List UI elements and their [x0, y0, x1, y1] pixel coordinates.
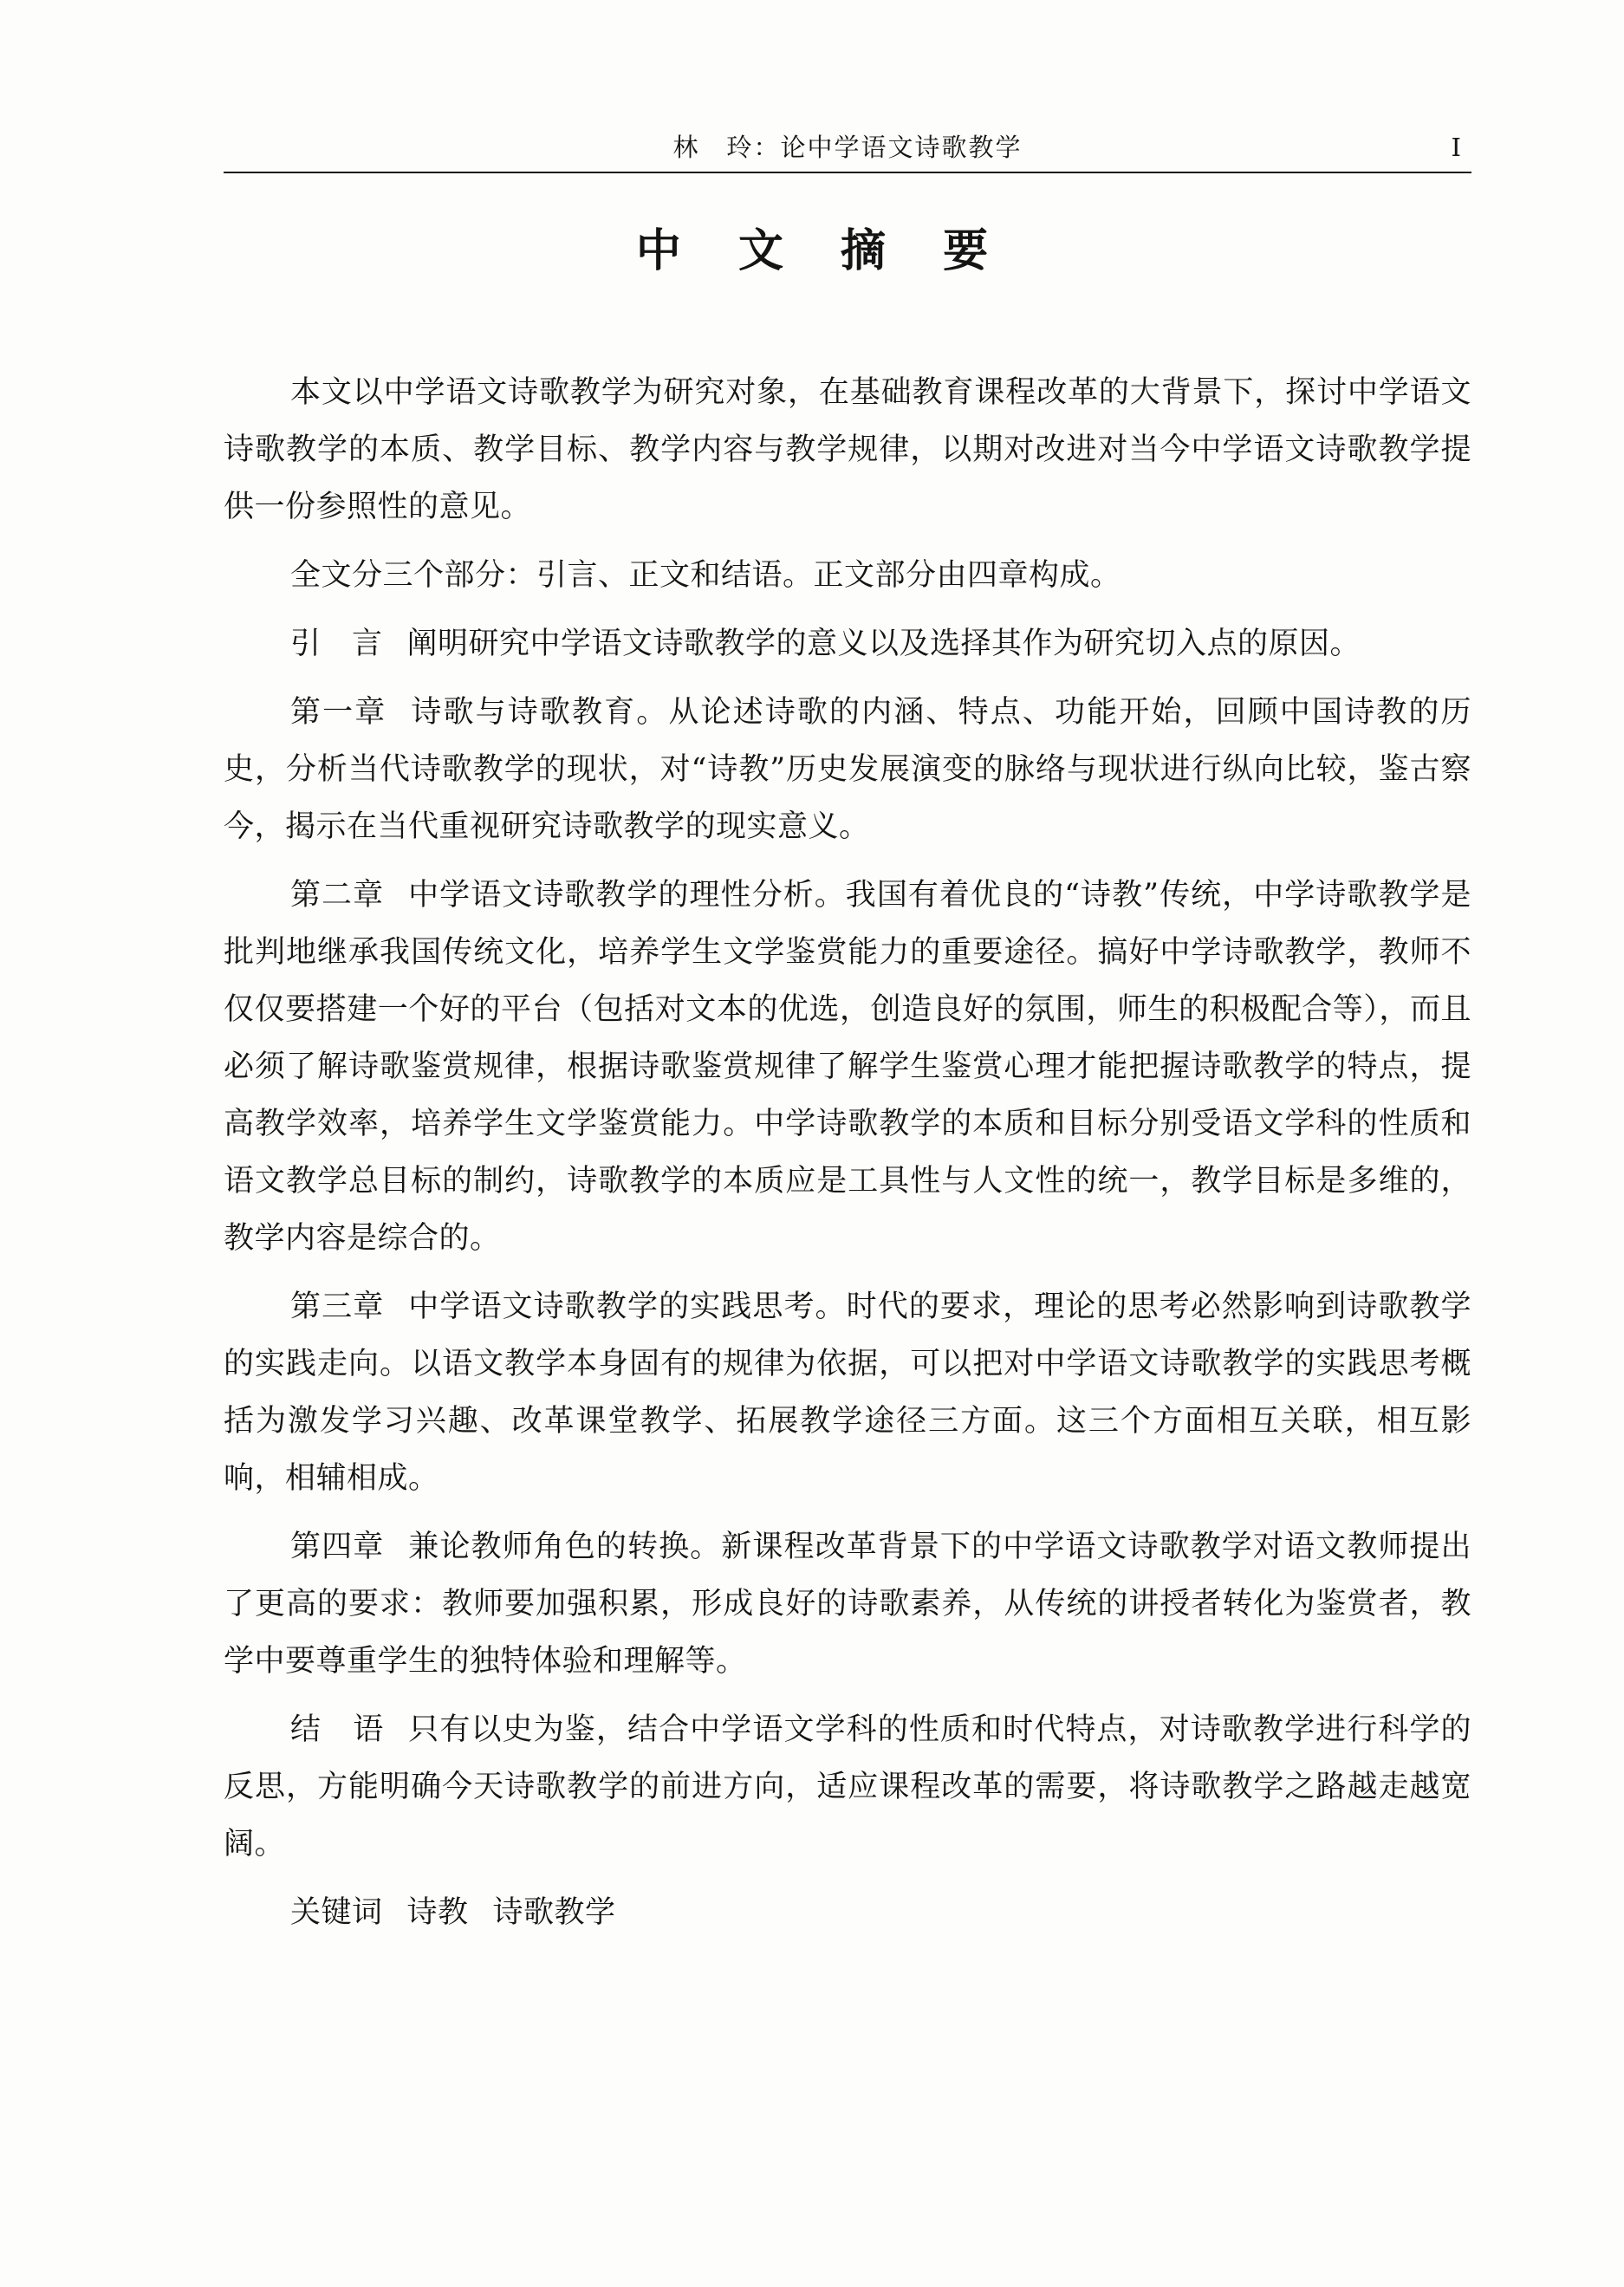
header-rule: [224, 172, 1471, 173]
abstract-paragraph-2: [224, 547, 1471, 604]
running-header: [224, 130, 1471, 173]
abstract-section-chapter-1: [224, 684, 1471, 855]
abstract-section-introduction: [224, 615, 1471, 672]
keyword: 诗教: [406, 1895, 469, 1930]
section-text: 中学语文诗歌教学的理性分析。我国有着优良的“诗教”传统，中学诗歌教学是批判地继承我国传统文化，培养学生文学鉴赏能力的重要途径。搞好中学诗歌教学，教师不仅仅要搭建一个好的平台（包括对文本的优选，创造良好的氛围，师生的积极配合等），而且必须了解诗歌鉴赏规律，根据诗歌鉴赏规律了解学生鉴赏心理才能把握诗歌教学的特点，提高教学效率，培养学生文学鉴赏能力。中学诗歌教学的本质和目标分别受语文学科的性质和语文教学总目标的制约，诗歌教学的本质应是工具性与人文性的统一，教学目标是多维的，教学内容是综合的。: [224, 878, 1471, 1256]
keywords-label: 关键词: [290, 1895, 383, 1930]
page-title: 中 文 摘 要: [635, 224, 1010, 277]
section-text: 只有以史为鉴，结合中学语文学科的性质和时代特点，对诗歌教学进行科学的反思，方能明确今天诗歌教学的前进方向，适应课程改革的需要，将诗歌教学之路越走越宽阔。: [224, 1712, 1471, 1861]
paragraph-text: 本文以中学语文诗歌教学为研究对象，在基础教育课程改革的大背景下，探讨中学语文诗歌教学的本质、教学目标、教学内容与教学规律，以期对改进对当今中学语文诗歌教学提供一份参照性的意见。: [224, 375, 1471, 524]
abstract-body: [224, 364, 1471, 1952]
paragraph-text: 全文分三个部分：引言、正文和结语。正文部分由四章构成。: [290, 558, 1121, 593]
section-text: 兼论教师角色的转换。新课程改革背景下的中学语文诗歌教学对语文教师提出了更高的要求：教师要加强积累，形成良好的诗歌素养，从传统的讲授者转化为鉴赏者，教学中要尊重学生的独特体验和理解等。: [224, 1530, 1471, 1679]
keyword: 诗歌教学: [492, 1895, 616, 1930]
abstract-section-conclusion: [224, 1701, 1471, 1873]
section-lead: 第二章: [290, 878, 385, 913]
running-title: 林 玲：论中学语文诗歌教学: [672, 133, 1023, 162]
page-number: I: [1451, 133, 1461, 162]
abstract-paragraph-1: [224, 364, 1471, 536]
abstract-section-chapter-4: [224, 1518, 1471, 1690]
section-text: 阐明研究中学语文诗歌教学的意义以及选择其作为研究切入点的原因。: [406, 627, 1361, 661]
abstract-section-chapter-2: [224, 867, 1471, 1267]
section-lead: 结 语: [290, 1712, 385, 1747]
section-lead: 引 言: [290, 627, 383, 661]
abstract-section-chapter-3: [224, 1278, 1471, 1507]
section-lead: 第三章: [290, 1290, 385, 1324]
section-lead: 第一章: [290, 695, 387, 730]
section-lead: 第四章: [290, 1530, 385, 1564]
keywords-line: [224, 1884, 1471, 1941]
section-text: 诗歌与诗歌教育。从论述诗歌的内涵、特点、功能开始，回顾中国诗教的历史，分析当代诗歌教学的现状，对“诗教”历史发展演变的脉络与现状进行纵向比较，鉴古察今，揭示在当代重视研究诗歌教学的现实意义。: [224, 695, 1471, 844]
section-text: 中学语文诗歌教学的实践思考。时代的要求，理论的思考必然影响到诗歌教学的实践走向。以语文教学本身固有的规律为依据，可以把对中学语文诗歌教学的实践思考概括为激发学习兴趣、改革课堂教学、拓展教学途径三方面。这三个方面相互关联，相互影响，相辅相成。: [224, 1290, 1471, 1496]
